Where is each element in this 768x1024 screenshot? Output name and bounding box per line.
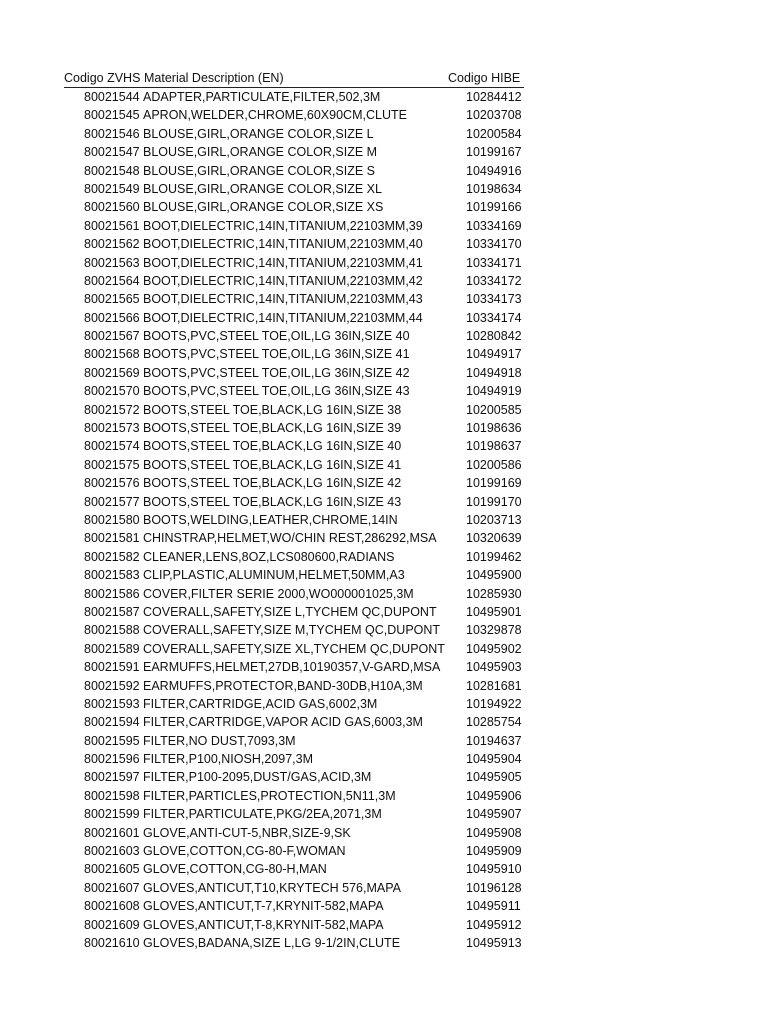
cell-codigo-hibe: 10200584 <box>466 126 522 141</box>
cell-material-description: GLOVE,ANTI-CUT-5,NBR,SIZE-9,SK <box>143 825 351 840</box>
table-row <box>0 382 768 400</box>
cell-codigo-hibe: 10199170 <box>466 494 522 509</box>
cell-material-description: GLOVES,ANTICUT,T-7,KRYNIT-582,MAPA <box>143 899 384 914</box>
table-row <box>0 511 768 529</box>
cell-codigo-zvhs: 80021544 <box>84 90 140 104</box>
cell-codigo-hibe: 10284412 <box>466 90 522 104</box>
cell-codigo-zvhs: 80021595 <box>84 733 140 748</box>
cell-codigo-hibe: 10495901 <box>466 604 522 619</box>
cell-codigo-hibe: 10320639 <box>466 531 522 546</box>
cell-codigo-hibe: 10334172 <box>466 273 522 288</box>
cell-codigo-hibe: 10285930 <box>466 586 522 601</box>
cell-material-description: BOOTS,STEEL TOE,BLACK,LG 16IN,SIZE 40 <box>143 439 402 454</box>
table-header <box>64 69 524 88</box>
cell-codigo-hibe: 10199167 <box>466 145 522 160</box>
cell-codigo-hibe: 10199462 <box>466 549 522 564</box>
cell-material-description: COVERALL,SAFETY,SIZE L,TYCHEM QC,DUPONT <box>143 604 437 619</box>
table-row <box>0 198 768 216</box>
table-row <box>0 309 768 327</box>
table-body <box>0 88 768 952</box>
header-codigo-zvhs: Codigo ZVHS <box>64 71 141 85</box>
cell-codigo-hibe: 10199166 <box>466 200 522 215</box>
cell-codigo-hibe: 10495902 <box>466 641 522 656</box>
cell-material-description: COVERALL,SAFETY,SIZE M,TYCHEM QC,DUPONT <box>143 623 441 638</box>
cell-codigo-hibe: 10194922 <box>466 696 522 711</box>
cell-codigo-hibe: 10495908 <box>466 825 522 840</box>
cell-codigo-hibe: 10495905 <box>466 770 522 785</box>
cell-codigo-hibe: 10198636 <box>466 421 522 436</box>
cell-material-description: BOOT,DIELECTRIC,14IN,TITANIUM,22103MM,42 <box>143 273 423 288</box>
cell-codigo-zvhs: 80021598 <box>84 788 140 803</box>
cell-codigo-zvhs: 80021586 <box>84 586 140 601</box>
cell-material-description: FILTER,P100-2095,DUST/GAS,ACID,3M <box>143 770 372 785</box>
cell-codigo-zvhs: 80021563 <box>84 255 140 270</box>
cell-material-description: GLOVES,ANTICUT,T-8,KRYNIT-582,MAPA <box>143 917 384 932</box>
cell-material-description: APRON,WELDER,CHROME,60X90CM,CLUTE <box>143 108 407 123</box>
table-row <box>0 125 768 143</box>
table-row <box>0 860 768 878</box>
cell-material-description: BOOTS,STEEL TOE,BLACK,LG 16IN,SIZE 41 <box>143 457 402 472</box>
cell-codigo-hibe: 10495903 <box>466 660 522 675</box>
table-row <box>0 474 768 492</box>
cell-codigo-hibe: 10198634 <box>466 181 522 196</box>
cell-codigo-zvhs: 80021562 <box>84 237 140 252</box>
cell-material-description: FILTER,CARTRIDGE,ACID GAS,6002,3M <box>143 696 378 711</box>
cell-material-description: FILTER,P100,NIOSH,2097,3M <box>143 752 313 767</box>
cell-codigo-zvhs: 80021570 <box>84 384 140 399</box>
cell-material-description: BOOTS,STEEL TOE,BLACK,LG 16IN,SIZE 42 <box>143 476 402 491</box>
cell-codigo-hibe: 10494918 <box>466 365 522 380</box>
cell-material-description: BOOT,DIELECTRIC,14IN,TITANIUM,22103MM,39 <box>143 218 423 233</box>
cell-codigo-zvhs: 80021580 <box>84 512 140 527</box>
cell-codigo-zvhs: 80021548 <box>84 163 140 178</box>
table-row <box>0 88 768 106</box>
cell-material-description: GLOVES,ANTICUT,T10,KRYTECH 576,MAPA <box>143 880 401 895</box>
table-row <box>0 217 768 235</box>
cell-material-description: FILTER,CARTRIDGE,VAPOR ACID GAS,6003,3M <box>143 715 423 730</box>
cell-codigo-hibe: 10494917 <box>466 347 522 362</box>
cell-codigo-hibe: 10203713 <box>466 512 522 527</box>
cell-codigo-hibe: 10334169 <box>466 218 522 233</box>
cell-material-description: BOOTS,PVC,STEEL TOE,OIL,LG 36IN,SIZE 41 <box>143 347 410 362</box>
cell-codigo-hibe: 10495910 <box>466 862 522 877</box>
table-row <box>0 805 768 823</box>
cell-codigo-zvhs: 80021607 <box>84 880 140 895</box>
cell-codigo-hibe: 10494919 <box>466 384 522 399</box>
cell-codigo-hibe: 10198637 <box>466 439 522 454</box>
cell-codigo-zvhs: 80021566 <box>84 310 140 325</box>
cell-codigo-zvhs: 80021587 <box>84 604 140 619</box>
cell-codigo-zvhs: 80021561 <box>84 218 140 233</box>
table-row <box>0 713 768 731</box>
table-row <box>0 106 768 124</box>
cell-codigo-zvhs: 80021599 <box>84 807 140 822</box>
table-row <box>0 916 768 934</box>
cell-codigo-zvhs: 80021588 <box>84 623 140 638</box>
cell-codigo-zvhs: 80021574 <box>84 439 140 454</box>
cell-codigo-zvhs: 80021593 <box>84 696 140 711</box>
cell-codigo-hibe: 10495904 <box>466 752 522 767</box>
cell-codigo-zvhs: 80021569 <box>84 365 140 380</box>
cell-material-description: BOOTS,STEEL TOE,BLACK,LG 16IN,SIZE 39 <box>143 421 402 436</box>
cell-codigo-hibe: 10329878 <box>466 623 522 638</box>
cell-codigo-zvhs: 80021605 <box>84 862 140 877</box>
table-row <box>0 419 768 437</box>
cell-material-description: BOOTS,WELDING,LEATHER,CHROME,14IN <box>143 512 398 527</box>
table-row <box>0 768 768 786</box>
cell-codigo-hibe: 10203708 <box>466 108 522 123</box>
cell-codigo-zvhs: 80021546 <box>84 126 140 141</box>
cell-material-description: EARMUFFS,HELMET,27DB,10190357,V-GARD,MSA <box>143 660 441 675</box>
cell-material-description: FILTER,NO DUST,7093,3M <box>143 733 296 748</box>
table-row <box>0 180 768 198</box>
cell-material-description: BLOUSE,GIRL,ORANGE COLOR,SIZE L <box>143 126 374 141</box>
cell-codigo-hibe: 10495913 <box>466 935 522 950</box>
table-row <box>0 695 768 713</box>
cell-codigo-hibe: 10334173 <box>466 292 522 307</box>
cell-codigo-zvhs: 80021583 <box>84 568 140 583</box>
cell-codigo-zvhs: 80021592 <box>84 678 140 693</box>
cell-codigo-zvhs: 80021609 <box>84 917 140 932</box>
cell-material-description: COVERALL,SAFETY,SIZE XL,TYCHEM QC,DUPONT <box>143 641 445 656</box>
cell-material-description: BOOT,DIELECTRIC,14IN,TITANIUM,22103MM,43 <box>143 292 423 307</box>
table-row <box>0 548 768 566</box>
cell-codigo-zvhs: 80021560 <box>84 200 140 215</box>
cell-codigo-zvhs: 80021582 <box>84 549 140 564</box>
table-row <box>0 529 768 547</box>
cell-codigo-zvhs: 80021577 <box>84 494 140 509</box>
cell-codigo-zvhs: 80021594 <box>84 715 140 730</box>
table-row <box>0 290 768 308</box>
cell-codigo-zvhs: 80021549 <box>84 181 140 196</box>
cell-codigo-zvhs: 80021610 <box>84 935 140 950</box>
table-row <box>0 750 768 768</box>
cell-codigo-hibe: 10199169 <box>466 476 522 491</box>
table-row <box>0 254 768 272</box>
cell-codigo-hibe: 10334171 <box>466 255 522 270</box>
cell-codigo-zvhs: 80021581 <box>84 531 140 546</box>
table-row <box>0 345 768 363</box>
table-row <box>0 621 768 639</box>
cell-material-description: CHINSTRAP,HELMET,WO/CHIN REST,286292,MSA <box>143 531 437 546</box>
cell-codigo-hibe: 10194637 <box>466 733 522 748</box>
cell-codigo-zvhs: 80021608 <box>84 899 140 914</box>
table-row <box>0 437 768 455</box>
table-row <box>0 456 768 474</box>
cell-codigo-zvhs: 80021572 <box>84 402 140 417</box>
table-row <box>0 658 768 676</box>
table-row <box>0 364 768 382</box>
cell-codigo-zvhs: 80021601 <box>84 825 140 840</box>
table-row <box>0 162 768 180</box>
table-row <box>0 327 768 345</box>
cell-material-description: CLIP,PLASTIC,ALUMINUM,HELMET,50MM,A3 <box>143 568 405 583</box>
cell-codigo-hibe: 10196128 <box>466 880 522 895</box>
cell-codigo-hibe: 10285754 <box>466 715 522 730</box>
cell-codigo-zvhs: 80021564 <box>84 273 140 288</box>
cell-material-description: COVER,FILTER SERIE 2000,WO000001025,3M <box>143 586 414 601</box>
cell-codigo-zvhs: 80021597 <box>84 770 140 785</box>
table-row <box>0 677 768 695</box>
cell-codigo-hibe: 10495912 <box>466 917 522 932</box>
table-row <box>0 842 768 860</box>
cell-codigo-zvhs: 80021573 <box>84 421 140 436</box>
table-row <box>0 143 768 161</box>
cell-codigo-hibe: 10200585 <box>466 402 522 417</box>
table-row <box>0 640 768 658</box>
cell-codigo-hibe: 10334174 <box>466 310 522 325</box>
cell-material-description: FILTER,PARTICULATE,PKG/2EA,2071,3M <box>143 807 382 822</box>
cell-codigo-hibe: 10200586 <box>466 457 522 472</box>
table-row <box>0 235 768 253</box>
cell-codigo-hibe: 10495900 <box>466 568 522 583</box>
header-material-description: Material Description (EN) <box>144 71 284 85</box>
cell-material-description: BOOTS,PVC,STEEL TOE,OIL,LG 36IN,SIZE 43 <box>143 384 410 399</box>
cell-material-description: BLOUSE,GIRL,ORANGE COLOR,SIZE XL <box>143 181 382 196</box>
cell-codigo-zvhs: 80021565 <box>84 292 140 307</box>
cell-material-description: BLOUSE,GIRL,ORANGE COLOR,SIZE M <box>143 145 378 160</box>
cell-codigo-hibe: 10334170 <box>466 237 522 252</box>
cell-codigo-zvhs: 80021568 <box>84 347 140 362</box>
table-row <box>0 787 768 805</box>
cell-material-description: BOOT,DIELECTRIC,14IN,TITANIUM,22103MM,44 <box>143 310 423 325</box>
table-row <box>0 401 768 419</box>
table-row <box>0 897 768 915</box>
table-row <box>0 493 768 511</box>
cell-material-description: GLOVES,BADANA,SIZE L,LG 9-1/2IN,CLUTE <box>143 935 401 950</box>
table-row <box>0 272 768 290</box>
cell-codigo-zvhs: 80021589 <box>84 641 140 656</box>
cell-material-description: CLEANER,LENS,8OZ,LCS080600,RADIANS <box>143 549 395 564</box>
cell-codigo-zvhs: 80021591 <box>84 660 140 675</box>
cell-codigo-zvhs: 80021545 <box>84 108 140 123</box>
cell-codigo-hibe: 10281681 <box>466 678 522 693</box>
cell-codigo-hibe: 10280842 <box>466 329 522 344</box>
cell-codigo-hibe: 10495909 <box>466 844 522 859</box>
cell-material-description: BOOTS,PVC,STEEL TOE,OIL,LG 36IN,SIZE 42 <box>143 365 410 380</box>
table-row <box>0 585 768 603</box>
cell-codigo-hibe: 10495911 <box>466 899 521 914</box>
table-row <box>0 879 768 897</box>
cell-codigo-zvhs: 80021576 <box>84 476 140 491</box>
cell-material-description: BOOTS,PVC,STEEL TOE,OIL,LG 36IN,SIZE 40 <box>143 329 410 344</box>
cell-material-description: EARMUFFS,PROTECTOR,BAND-30DB,H10A,3M <box>143 678 423 693</box>
cell-material-description: ADAPTER,PARTICULATE,FILTER,502,3M <box>143 90 381 104</box>
cell-codigo-zvhs: 80021596 <box>84 752 140 767</box>
cell-codigo-zvhs: 80021575 <box>84 457 140 472</box>
header-codigo-hibe: Codigo HIBE <box>448 71 521 85</box>
cell-material-description: BOOT,DIELECTRIC,14IN,TITANIUM,22103MM,41 <box>143 255 423 270</box>
table-row <box>0 934 768 952</box>
cell-material-description: BLOUSE,GIRL,ORANGE COLOR,SIZE S <box>143 163 376 178</box>
cell-material-description: FILTER,PARTICLES,PROTECTION,5N11,3M <box>143 788 396 803</box>
cell-codigo-zvhs: 80021567 <box>84 329 140 344</box>
cell-material-description: GLOVE,COTTON,CG-80-F,WOMAN <box>143 844 346 859</box>
table-row <box>0 824 768 842</box>
cell-material-description: BOOTS,STEEL TOE,BLACK,LG 16IN,SIZE 38 <box>143 402 402 417</box>
table-row <box>0 603 768 621</box>
cell-codigo-hibe: 10495907 <box>466 807 522 822</box>
cell-codigo-zvhs: 80021603 <box>84 844 140 859</box>
cell-material-description: BOOTS,STEEL TOE,BLACK,LG 16IN,SIZE 43 <box>143 494 402 509</box>
cell-material-description: BOOT,DIELECTRIC,14IN,TITANIUM,22103MM,40 <box>143 237 423 252</box>
table-row <box>0 566 768 584</box>
cell-material-description: BLOUSE,GIRL,ORANGE COLOR,SIZE XS <box>143 200 384 215</box>
cell-codigo-zvhs: 80021547 <box>84 145 140 160</box>
cell-material-description: GLOVE,COTTON,CG-80-H,MAN <box>143 862 327 877</box>
cell-codigo-hibe: 10495906 <box>466 788 522 803</box>
cell-codigo-hibe: 10494916 <box>466 163 522 178</box>
table-row <box>0 732 768 750</box>
